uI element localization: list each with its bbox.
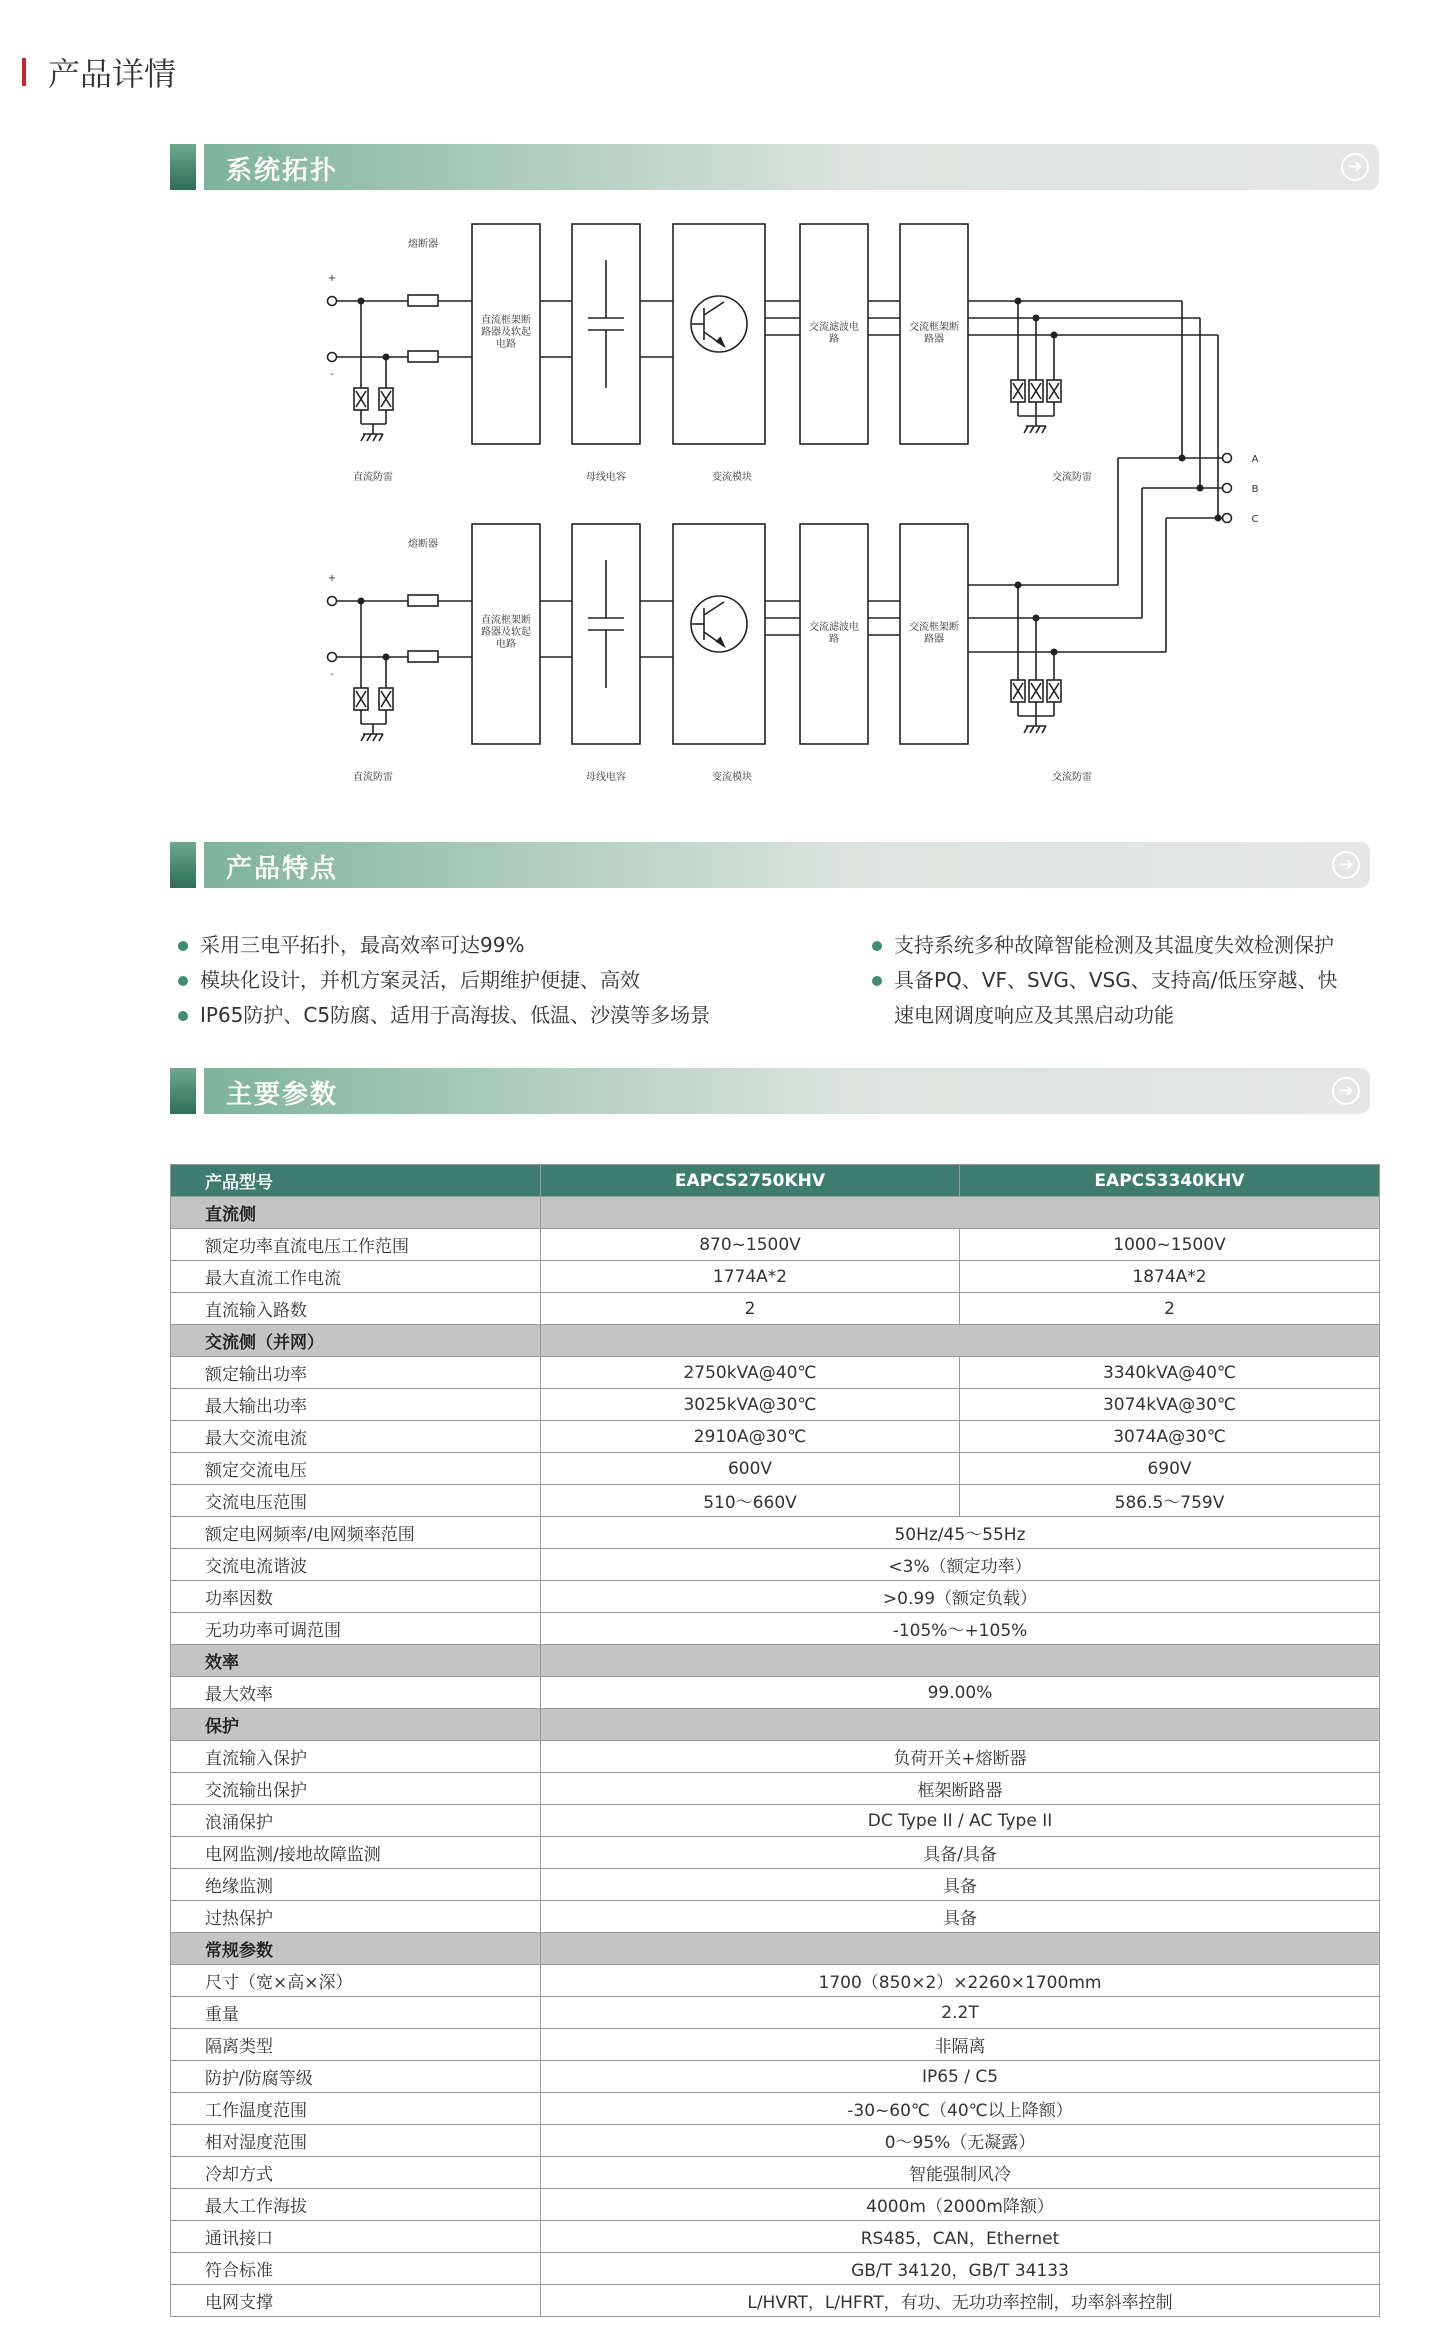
table-row <box>171 1773 1380 1805</box>
param-name-cell: 过热保护 <box>171 1901 541 1933</box>
group-label: 交流侧（并网） <box>171 1325 541 1357</box>
table-group-row <box>171 1933 1380 1965</box>
table-row <box>171 2125 1380 2157</box>
svg-text:+: + <box>327 573 337 584</box>
param-value-cell: 4000m（2000m降额） <box>541 2189 1380 2221</box>
param-value-cell: 510～660V <box>541 1485 960 1517</box>
svg-text:直流防雷: 直流防雷 <box>353 472 393 483</box>
feature-item-continued: 速电网调度响应及其黑启动功能 <box>894 1003 1174 1027</box>
table-row <box>171 1837 1380 1869</box>
table-group-row <box>171 1709 1380 1741</box>
param-value-cell: -30~60℃（40℃以上降额） <box>541 2093 1380 2125</box>
svg-text:路器: 路器 <box>924 634 944 645</box>
svg-text:熔断器: 熔断器 <box>408 239 438 250</box>
arrow-right-icon[interactable]: ➔ <box>1332 1077 1360 1105</box>
header-cell: EAPCS3340KHV <box>960 1165 1380 1197</box>
table-row <box>171 1357 1380 1389</box>
param-value-cell: 具备 <box>541 1901 1380 1933</box>
param-name-cell: 最大工作海拔 <box>171 2189 541 2221</box>
table-row <box>171 1741 1380 1773</box>
param-name-cell: 冷却方式 <box>171 2157 541 2189</box>
svg-text:直流框架断: 直流框架断 <box>481 315 531 326</box>
table-row <box>171 1421 1380 1453</box>
header-cell: 产品型号 <box>171 1165 541 1197</box>
param-value-cell: -105%～+105% <box>541 1613 1380 1645</box>
param-value-cell: 负荷开关+熔断器 <box>541 1741 1380 1773</box>
param-name-cell: 直流输入保护 <box>171 1741 541 1773</box>
table-row <box>171 1453 1380 1485</box>
table-row <box>171 1485 1380 1517</box>
feature-item: IP65防护、C5防腐、适用于高海拔、低温、沙漠等多场景 <box>178 998 710 1033</box>
svg-text:变流模块: 变流模块 <box>712 472 752 483</box>
svg-text:路器及软起: 路器及软起 <box>481 327 531 338</box>
bullet-icon <box>178 976 188 986</box>
param-value-cell: 600V <box>541 1453 960 1485</box>
system-topology-diagram <box>320 220 1280 800</box>
feature-item: 具备PQ、VF、SVG、VSG、支持高/低压穿越、快 <box>872 963 1337 998</box>
svg-text:-: - <box>330 369 334 380</box>
param-value-cell: 2 <box>960 1293 1380 1325</box>
param-name-cell: 隔离类型 <box>171 2029 541 2061</box>
svg-text:交流滤波电: 交流滤波电 <box>809 622 859 633</box>
param-name-cell: 电网监测/接地故障监测 <box>171 1837 541 1869</box>
param-name-cell: 额定输出功率 <box>171 1357 541 1389</box>
lower-unit <box>328 524 1167 744</box>
table-row <box>171 1517 1380 1549</box>
table-group-row <box>171 1645 1380 1677</box>
page-title: 产品详情 <box>48 55 177 93</box>
table-row <box>171 1965 1380 1997</box>
param-value-cell: L/HVRT，L/HFRT，有功、无功功率控制，功率斜率控制 <box>541 2285 1380 2317</box>
param-name-cell: 交流输出保护 <box>171 1773 541 1805</box>
arrow-right-icon[interactable]: ➔ <box>1341 153 1369 181</box>
svg-text:路: 路 <box>829 634 839 645</box>
svg-text:交流框架断: 交流框架断 <box>909 622 959 633</box>
param-value-cell: 具备/具备 <box>541 1837 1380 1869</box>
param-name-cell: 功率因数 <box>171 1581 541 1613</box>
feature-item: 采用三电平拓扑，最高效率可达99% <box>178 928 710 963</box>
table-row <box>171 1613 1380 1645</box>
table-row <box>171 1805 1380 1837</box>
param-value-cell: >0.99（额定负载） <box>541 1581 1380 1613</box>
table-row <box>171 1229 1380 1261</box>
table-row <box>171 1581 1380 1613</box>
param-value-cell: 3340kVA@40℃ <box>960 1357 1380 1389</box>
svg-text:B: B <box>1251 484 1259 495</box>
table-header-row <box>171 1165 1380 1197</box>
section-title: 主要参数 <box>226 1080 339 1110</box>
table-row <box>171 2093 1380 2125</box>
table-row <box>171 1677 1380 1709</box>
svg-text:路: 路 <box>829 334 839 345</box>
table-row <box>171 2285 1380 2317</box>
param-value-cell: 2750kVA@40℃ <box>541 1357 960 1389</box>
svg-text:交流框架断: 交流框架断 <box>909 322 959 333</box>
param-value-cell: 1700（850×2）×2260×1700mm <box>541 1965 1380 1997</box>
section-title: 系统拓扑 <box>226 156 339 186</box>
table-row <box>171 1389 1380 1421</box>
table-row <box>171 1869 1380 1901</box>
param-name-cell: 直流输入路数 <box>171 1293 541 1325</box>
table-row <box>171 2221 1380 2253</box>
param-name-cell: 防护/防腐等级 <box>171 2061 541 2093</box>
table-row <box>171 2061 1380 2093</box>
param-name-cell: 额定电网频率/电网频率范围 <box>171 1517 541 1549</box>
param-value-cell: 50Hz/45～55Hz <box>541 1517 1380 1549</box>
svg-text:-: - <box>330 669 334 680</box>
param-value-cell: 2 <box>541 1293 960 1325</box>
table-row <box>171 2029 1380 2061</box>
param-value-cell: DC Type II / AC Type II <box>541 1805 1380 1837</box>
svg-text:路器及软起: 路器及软起 <box>481 627 531 638</box>
param-value-cell: 3074A@30℃ <box>960 1421 1380 1453</box>
svg-text:熔断器: 熔断器 <box>408 539 438 550</box>
header-cell: EAPCS2750KHV <box>541 1165 960 1197</box>
features-left-list <box>178 928 710 1033</box>
param-value-cell: 具备 <box>541 1869 1380 1901</box>
group-label: 保护 <box>171 1709 541 1741</box>
table-row <box>171 2189 1380 2221</box>
param-name-cell: 额定功率直流电压工作范围 <box>171 1229 541 1261</box>
param-value-cell: 框架断路器 <box>541 1773 1380 1805</box>
svg-text:电路: 电路 <box>496 339 516 350</box>
section-header-topology <box>170 144 1379 190</box>
svg-text:直流框架断: 直流框架断 <box>481 615 531 626</box>
page-header <box>22 52 176 92</box>
table-row <box>171 2253 1380 2285</box>
param-name-cell: 符合标准 <box>171 2253 541 2285</box>
upper-unit <box>328 224 1219 444</box>
param-value-cell: 870~1500V <box>541 1229 960 1261</box>
param-value-cell: 586.5～759V <box>960 1485 1380 1517</box>
feature-item: 支持系统多种故障智能检测及其温度失效检测保护 <box>872 928 1337 963</box>
param-value-cell: 2910A@30℃ <box>541 1421 960 1453</box>
group-label: 常规参数 <box>171 1933 541 1965</box>
svg-text:交流防雷: 交流防雷 <box>1052 772 1092 783</box>
param-name-cell: 通讯接口 <box>171 2221 541 2253</box>
svg-text:交流防雷: 交流防雷 <box>1052 472 1092 483</box>
svg-text:变流模块: 变流模块 <box>712 772 752 783</box>
svg-text:+: + <box>327 273 337 284</box>
param-value-cell: <3%（额定功率） <box>541 1549 1380 1581</box>
svg-text:路器: 路器 <box>924 334 944 345</box>
param-value-cell: 0～95%（无凝露） <box>541 2125 1380 2157</box>
param-name-cell: 绝缘监测 <box>171 1869 541 1901</box>
param-value-cell: 1000~1500V <box>960 1229 1380 1261</box>
param-name-cell: 最大直流工作电流 <box>171 1261 541 1293</box>
param-name-cell: 最大输出功率 <box>171 1389 541 1421</box>
bullet-icon <box>872 976 882 986</box>
param-name-cell: 无功功率可调范围 <box>171 1613 541 1645</box>
svg-text:交流滤波电: 交流滤波电 <box>809 322 859 333</box>
bullet-icon <box>178 1011 188 1021</box>
param-name-cell: 相对湿度范围 <box>171 2125 541 2157</box>
table-row <box>171 1293 1380 1325</box>
table-row <box>171 1901 1380 1933</box>
table-row <box>171 1997 1380 2029</box>
table-row <box>171 2157 1380 2189</box>
svg-text:C: C <box>1251 514 1259 525</box>
param-value-cell: 3074kVA@30℃ <box>960 1389 1380 1421</box>
bullet-icon <box>872 941 882 951</box>
param-value-cell: IP65 / C5 <box>541 2061 1380 2093</box>
param-value-cell: 99.00% <box>541 1677 1380 1709</box>
param-name-cell: 尺寸（宽×高×深） <box>171 1965 541 1997</box>
param-name-cell: 交流电压范围 <box>171 1485 541 1517</box>
param-value-cell: 1774A*2 <box>541 1261 960 1293</box>
svg-text:直流防雷: 直流防雷 <box>353 772 393 783</box>
param-name-cell: 额定交流电压 <box>171 1453 541 1485</box>
svg-text:电路: 电路 <box>496 639 516 650</box>
spec-table <box>170 1164 1380 2317</box>
param-value-cell: 2.2T <box>541 1997 1380 2029</box>
param-value-cell: 非隔离 <box>541 2029 1380 2061</box>
feature-item: 模块化设计，并机方案灵活，后期维护便捷、高效 <box>178 963 710 998</box>
param-name-cell: 浪涌保护 <box>171 1805 541 1837</box>
section-title: 产品特点 <box>226 854 339 884</box>
bullet-icon <box>178 941 188 951</box>
table-group-row <box>171 1197 1380 1229</box>
svg-text:母线电容: 母线电容 <box>586 472 626 483</box>
param-name-cell: 最大交流电流 <box>171 1421 541 1453</box>
group-label: 直流侧 <box>171 1197 541 1229</box>
param-value-cell: 3025kVA@30℃ <box>541 1389 960 1421</box>
param-name-cell: 电网支撑 <box>171 2285 541 2317</box>
table-row <box>171 1261 1380 1293</box>
param-name-cell: 交流电流谐波 <box>171 1549 541 1581</box>
features-right-list <box>872 928 1337 1033</box>
param-value-cell: 智能强制风冷 <box>541 2157 1380 2189</box>
svg-text:母线电容: 母线电容 <box>586 772 626 783</box>
arrow-right-icon[interactable]: ➔ <box>1332 851 1360 879</box>
table-row <box>171 1549 1380 1581</box>
param-value-cell: GB/T 34120，GB/T 34133 <box>541 2253 1380 2285</box>
param-value-cell: RS485，CAN，Ethernet <box>541 2221 1380 2253</box>
param-name-cell: 工作温度范围 <box>171 2093 541 2125</box>
table-group-row <box>171 1325 1380 1357</box>
group-label: 效率 <box>171 1645 541 1677</box>
param-value-cell: 690V <box>960 1453 1380 1485</box>
param-name-cell: 重量 <box>171 1997 541 2029</box>
param-value-cell: 1874A*2 <box>960 1261 1380 1293</box>
title-accent-bar <box>22 58 26 86</box>
param-name-cell: 最大效率 <box>171 1677 541 1709</box>
section-header-params <box>170 1068 1370 1114</box>
svg-text:A: A <box>1251 454 1259 465</box>
section-header-features <box>170 842 1370 888</box>
